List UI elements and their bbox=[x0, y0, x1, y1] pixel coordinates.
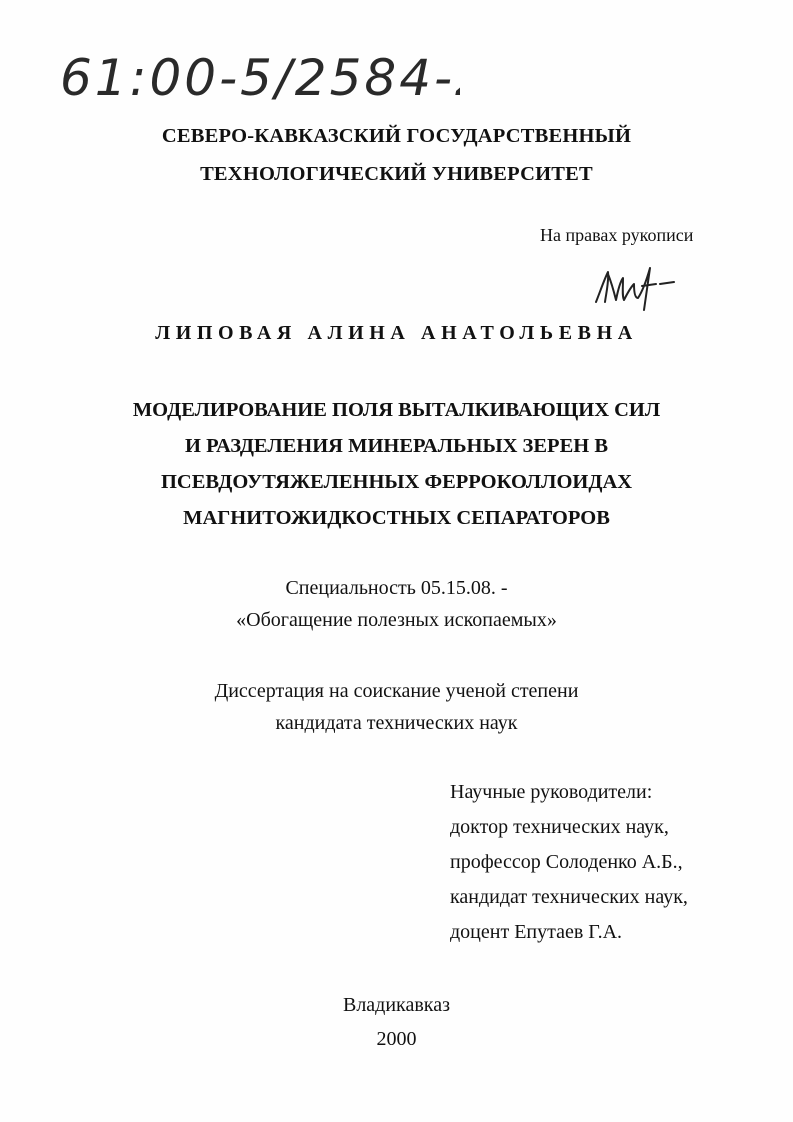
city-name: Владикавказ bbox=[342, 994, 450, 1016]
archive-number-text: 61:00-5/2584-2 bbox=[60, 49, 460, 107]
title-line-4: МАГНИТОЖИДКОСТНЫХ СЕПАРАТОРОВ bbox=[183, 507, 610, 529]
supervisor-line-1: доктор технических наук, bbox=[450, 816, 669, 838]
author-name: ЛИПОВАЯ АЛИНА АНАТОЛЬЕВНА bbox=[155, 322, 638, 344]
title-line-3: ПСЕВДОУТЯЖЕЛЕННЫХ ФЕРРОКОЛЛОИДАХ bbox=[160, 471, 633, 493]
dissertation-line-2: кандидата технических наук bbox=[275, 712, 518, 734]
author-signature bbox=[590, 262, 680, 312]
dissertation-line-1: Диссертация на соискание ученой степени bbox=[214, 680, 579, 702]
dissertation-degree bbox=[0, 675, 793, 739]
archive-number-svg bbox=[60, 40, 460, 120]
supervisor-line-2: профессор Солоденко А.Б., bbox=[450, 851, 683, 873]
supervisor-line-3: кандидат технических наук, bbox=[450, 886, 688, 908]
manuscript-rights: На правах рукописи bbox=[540, 225, 694, 245]
specialty-line-2: «Обогащение полезных ископаемых» bbox=[236, 609, 557, 631]
scientific-supervisors bbox=[450, 775, 770, 950]
title-line-1: МОДЕЛИРОВАНИЕ ПОЛЯ ВЫТАЛКИВАЮЩИХ СИЛ bbox=[132, 399, 661, 421]
dissertation-title bbox=[0, 392, 793, 536]
university-name bbox=[0, 117, 793, 193]
title-line-2: И РАЗДЕЛЕНИЯ МИНЕРАЛЬНЫХ ЗЕРЕН В bbox=[185, 435, 608, 457]
university-line-2: ТЕХНОЛОГИЧЕСКИЙ УНИВЕРСИТЕТ bbox=[200, 163, 593, 185]
university-line-1: СЕВЕРО-КАВКАЗСКИЙ ГОСУДАРСТВЕННЫЙ bbox=[161, 125, 632, 147]
handwritten-archive-number bbox=[60, 40, 460, 120]
supervisors-heading: Научные руководители: bbox=[450, 781, 653, 803]
specialty-line-1: Специальность 05.15.08. - bbox=[285, 577, 508, 599]
signature-svg bbox=[590, 262, 680, 312]
place-and-year bbox=[0, 988, 793, 1056]
year: 2000 bbox=[376, 1028, 417, 1050]
supervisor-line-4: доцент Епутаев Г.А. bbox=[450, 921, 623, 943]
specialty bbox=[0, 572, 793, 636]
